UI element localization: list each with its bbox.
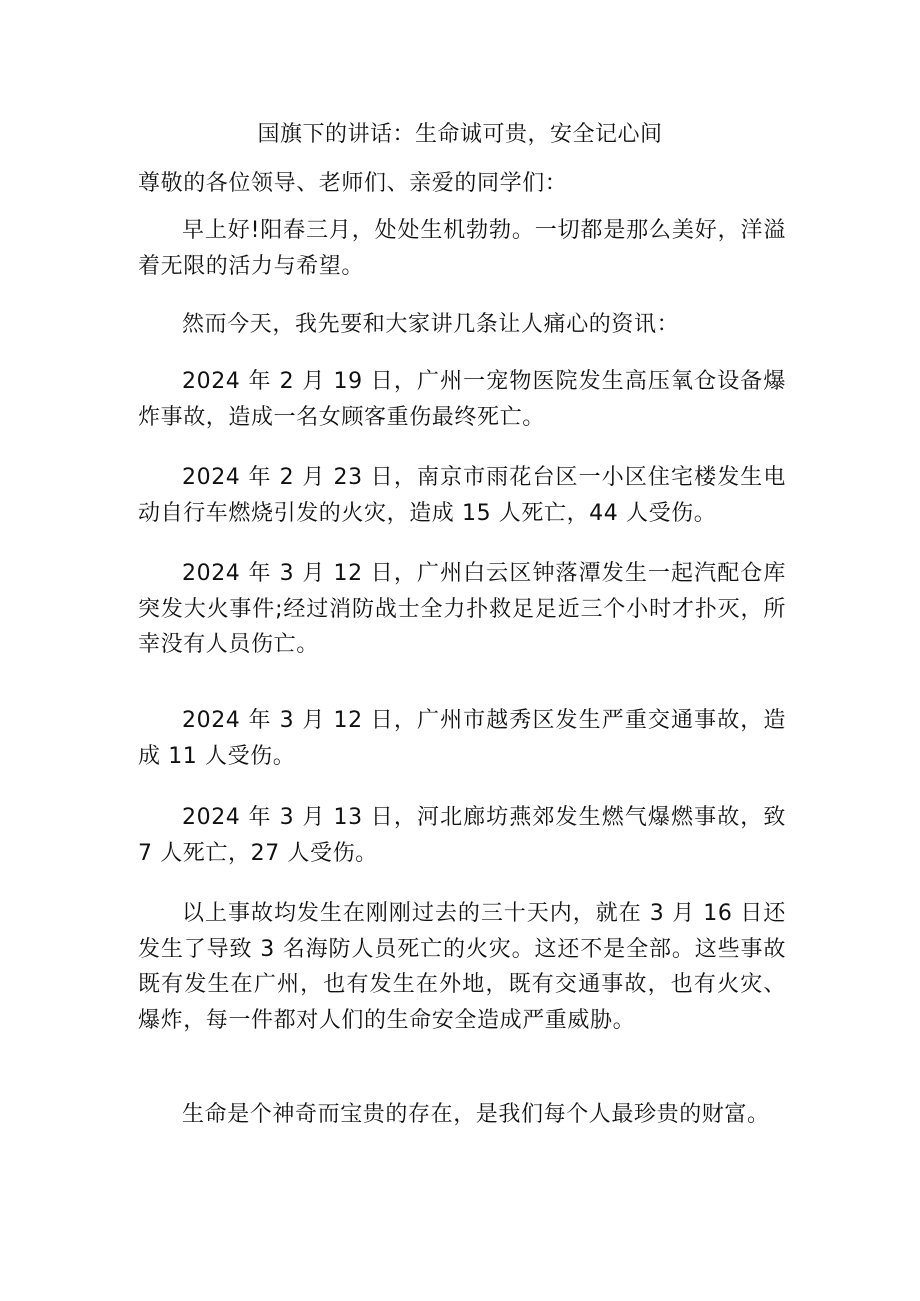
salutation: 尊敬的各位领导、老师们、亲爱的同学们： (138, 171, 568, 196)
paragraph-news-2: 2024 年 2 月 23 日，南京市雨花台区一小区住宅楼发生电动自行车燃烧引发的火灾，造成 15 人死亡，44 人受伤。 (138, 465, 786, 526)
paragraph-news-1: 2024 年 2 月 19 日，广州一宠物医院发生高压氧仓设备爆炸事故，造成一名女顾客重伤最终死亡。 (138, 369, 786, 430)
paragraph-summary: 以上事故均发生在刚刚过去的三十天内，就在 3 月 16 日还发生了导致 3 名海防人员死亡的火灾。这还不是全部。这些事故既有发生在广州，也有发生在外地，既有交通事故，也有火灾、爆炸，每一件都对人们的生命安全造成严重威胁。 (138, 901, 786, 1033)
document-title: 国旗下的讲话：生命诚可贵，安全记心间 (257, 122, 663, 147)
paragraph-intro-news: 然而今天，我先要和大家讲几条让人痛心的资讯： (182, 312, 680, 337)
paragraph-news-3: 2024 年 3 月 12 日，广州白云区钟落潭发生一起汽配仓库突发大火事件;经过消防战士全力扑救足足近三个小时才扑灭，所幸没有人员伤亡。 (138, 561, 786, 657)
paragraph-life-value: 生命是个神奇而宝贵的存在，是我们每个人最珍贵的财富。 (182, 1102, 770, 1127)
paragraph-greeting: 早上好!阳春三月，处处生机勃勃。一切都是那么美好，洋溢着无限的活力与希望。 (138, 218, 786, 279)
paragraph-news-4: 2024 年 3 月 12 日，广州市越秀区发生严重交通事故，造成 11 人受伤。 (138, 708, 786, 769)
paragraph-news-5: 2024 年 3 月 13 日，河北廊坊燕郊发生燃气爆燃事故，致 7 人死亡，27 人受伤。 (138, 805, 786, 866)
